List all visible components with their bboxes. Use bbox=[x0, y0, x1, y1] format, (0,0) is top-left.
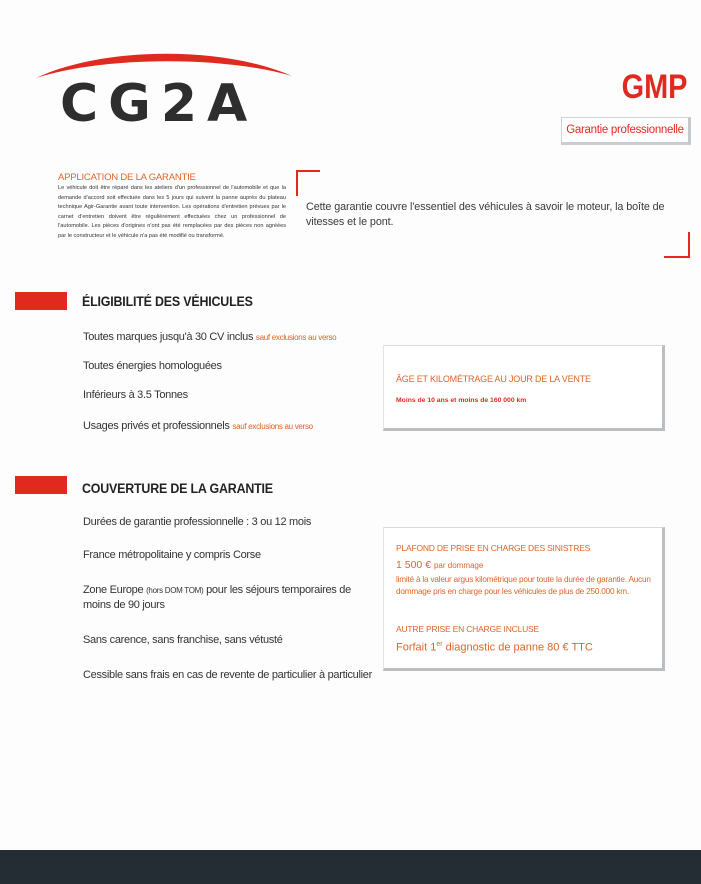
diagnostic-forfait: Forfait 1er diagnostic de panne 80 € TTC bbox=[396, 641, 593, 654]
coverage-item: France métropolitaine y compris Corse bbox=[83, 549, 261, 561]
coverage-item: Zone Europe (hors DOM TOM) pour les séjours temporaires de moins de 90 jours bbox=[83, 584, 351, 611]
section-marker bbox=[15, 292, 67, 310]
claims-ceiling-box bbox=[383, 527, 665, 671]
application-text: Le véhicule doit être réparé dans les ateliers d'un professionnel de l'automobile et que la demande d'accord soit effectuée dans les 5 jours qui suivent la panne auprès du plateau technique Agir-Garantie avant toute intervention. Les opérations d'entretien prévues par le carnet d'entretien doivent être régulièrement effectuées chez un professionnel de l'automobile. Les pièces d'origines n'ont pas été remplacées par des pièces non agréées par le constructeur et le véhicule n'a pas été modifié ou transformé. bbox=[58, 185, 286, 239]
coverage-title: COUVERTURE DE LA GARANTIE bbox=[82, 481, 273, 496]
bracket-top-left bbox=[296, 170, 320, 196]
application-title: APPLICATION DE LA GARANTIE bbox=[58, 172, 196, 183]
product-code: GMP bbox=[621, 68, 687, 106]
age-mileage-box bbox=[383, 345, 665, 431]
coverage-item: Durées de garantie professionnelle : 3 ou 12 mois bbox=[83, 516, 312, 528]
age-mileage-text: Moins de 10 ans et moins de 160 000 km bbox=[396, 397, 527, 404]
eligibility-item: Toutes énergies homologuées bbox=[83, 360, 222, 372]
intro-text: Cette garantie couvre l'essentiel des véhicules à savoir le moteur, la boîte de vitesses et le pont. bbox=[306, 201, 665, 228]
eligibility-item: Toutes marques jusqu'à 30 CV inclus sauf exclusions au verso bbox=[83, 331, 337, 343]
eligibility-item: Usages privés et professionnels sauf exclusions au verso bbox=[83, 420, 313, 432]
other-coverage-heading: AUTRE PRISE EN CHARGE INCLUSE bbox=[396, 624, 539, 634]
coverage-item: Sans carence, sans franchise, sans vétusté bbox=[83, 634, 283, 646]
footer-bar bbox=[0, 850, 701, 884]
coverage-item: Cessible sans frais en cas de revente de particulier à particulier bbox=[83, 669, 372, 681]
age-mileage-heading: ÂGE ET KILOMÉTRAGE AU JOUR DE LA VENTE bbox=[396, 374, 591, 384]
logo-text: CG2A bbox=[60, 74, 258, 134]
claims-amount: 1 500 € par dommage bbox=[396, 559, 484, 571]
section-marker bbox=[15, 476, 67, 494]
cg2a-logo bbox=[34, 42, 296, 137]
product-name-badge: Garantie professionnelle bbox=[561, 117, 691, 145]
eligibility-item: Inférieurs à 3.5 Tonnes bbox=[83, 389, 188, 401]
claims-limit-text: limité à la valeur argus kilométrique pour toute la durée de garantie. Aucun dommage pris en charge pour les véhicules de plus de 250.000 km. bbox=[396, 575, 651, 596]
claims-ceiling-heading: PLAFOND DE PRISE EN CHARGE DES SINISTRES bbox=[396, 543, 591, 553]
eligibility-title: ÉLIGIBILITÉ DES VÉHICULES bbox=[82, 294, 253, 309]
bracket-bottom-right bbox=[664, 232, 690, 258]
